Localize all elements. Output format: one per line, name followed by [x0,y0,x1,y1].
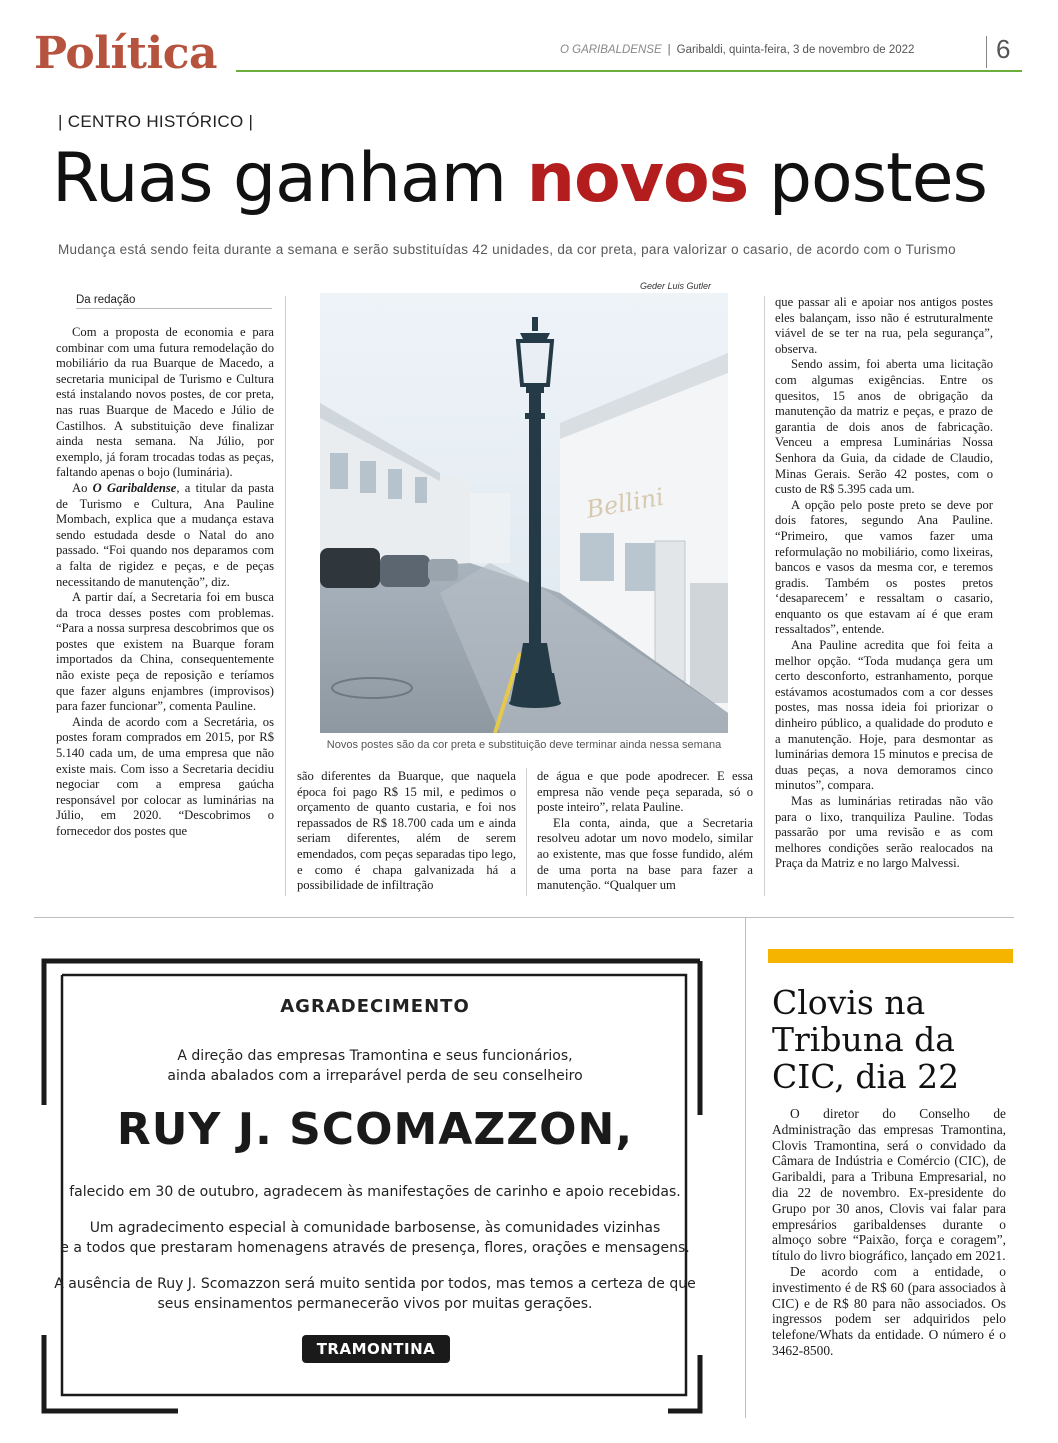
article-column-3 [537,769,753,894]
column-rule [526,768,527,896]
sidebar-accent-bar [768,949,1013,963]
paper-mention: O Garibaldense [92,480,177,495]
column-rule [764,296,765,896]
column-rule [285,296,286,896]
page-number-divider [986,36,987,68]
paragraph: De acordo com a entidade, o investimento é de R$ 60 (para associados à CIC) e de R$ 80 para não associados. Os ingressos podem ser adquiridos pelo telefone/Whats da entidade. O número é o 3462-8500. [772,1263,1006,1358]
tramontina-logo: TRAMONTINA [302,1335,450,1363]
ad-text-line: seus ensinamentos permanecerão vivos por muitas gerações. [157,1296,593,1312]
paragraph [56,481,274,590]
headline-highlight: novos [526,139,749,218]
photo-caption: Novos postes são da cor preta e substituição deve terminar ainda nessa semana [326,739,722,751]
ad-title: AGRADECIMENTO [280,996,470,1017]
byline: Da redação [76,294,272,309]
ad-name: RUY J. SCOMAZZON, [116,1104,634,1155]
paragraph: O diretor do Conselho de Administração das empresas Tramontina, Clovis Tramontina, será o convidado da Câmara de Indústria e Comércio (CIC), de Garibaldi, para a Tribuna Empresarial, no dia 22 de novembro. Ex-presidente do Grupo por 30 anos, Clovis vai falar para empresários garibaldenses durante o almoço sobre “Paixão, força e coragem”, título do livro biográfico, lançado em 2021. [772,1106,1006,1264]
paragraph: A partir daí, a Secretaria foi em busca da troca desses postes com problemas. “Para a nossa surpresa descobrimos que os postes que existem na Buarque foram importados da China, consequentemente não existe peça de reposição e teríamos que fazer alguns enjambres (improvisos) para fazer funcionar”, comenta Pauline. [56,590,274,714]
paragraph: Ana Pauline acredita que foi feita a melhor opção. “Toda mudança gera um certo desconforto, estranhamento, porque estávamos acostumados com a cor desses postes, mas nossa ideia foi priorizar o dinheiro público, a qualidade do produto e a manutenção. Hoje, para desmontar as luminárias demora 15 minutos e precisa de duas peças, a nova demoramos cinco minutos”, compara. [775,638,993,793]
paragraph-text: , a titular da pasta de Turismo e Cultura, Ana Pauline Mombach, explica que a mudança estava sendo estudada desde o Natal do ano passado. “Foi quando nos deparamos com a falta de rigidez e peças, e de peças necessitando de manutenção”, diz. [56,480,274,589]
article-headline [52,138,987,220]
paragraph: Mas as luminárias retiradas não vão para o lixo, tranquiliza Pauline. Todas passarão por uma revisão e as com melhores condições serão realocados na Praça da Matriz e no largo Malvessi. [775,794,993,871]
section-divider [34,917,1014,918]
ad-text-line: A ausência de Ruy J. Scomazzon será muito sentida por todos, mas temos a certeza de que [54,1276,696,1292]
street-lamp-photo [320,293,728,733]
paragraph: que passar ali e apoiar nos antigos postes eles balançam, isso não é estruturalmente viável de se ter na rua, pela segurança”, observa. [775,295,993,356]
article-subhead: Mudança está sendo feita durante a semana e serão substituídas 42 unidades, da cor preta, para valorizar o casario, de acordo com o Turismo [58,242,956,257]
headline-part-2: postes [748,139,987,218]
ad-text-line: falecido em 30 de outubro, agradecem às manifestações de carinho e apoio recebidas. [69,1184,681,1200]
header-info [560,44,914,56]
sidebar-divider [745,918,746,1418]
article-column-4 [775,295,993,872]
photo-credit: Geder Luis Gutler [640,281,712,291]
ad-text-line: ainda abalados com a irreparável perda de seu conselheiro [167,1068,583,1084]
section-title: Política [34,28,218,79]
article-column-1 [56,325,274,840]
page-number: 6 [996,34,1011,64]
paragraph: Ela conta, ainda, que a Secretaria resolveu adotar um novo modelo, similar ao existente, mas que fosse fundido, além de uma porta na base para fazer a manutenção. “Qualquer um [537,815,753,893]
sidebar-headline: Clovis na Tribuna da CIC, dia 22 [772,983,960,1096]
paragraph-lead: Ao [72,480,93,495]
paragraph: Ainda de acordo com a Secretária, os postes foram comprados em 2015, por R$ 5.140 cada um, de uma empresa que não existe mais. Com isso a Secretaria decidiu negociar com a empresa gaúcha responsável por colocar as luminárias na Júlio, em 2020. “Descobrimos o fornecedor dos postes que [56,714,274,838]
sidebar-body [772,1106,1006,1359]
article-column-2 [297,769,516,894]
photo-sign-text: Bellini [584,482,666,524]
article-kicker: | CENTRO HISTÓRICO | [58,112,254,131]
paragraph: Com a proposta de economia e para combinar com uma futura remodelação do mobiliário da rua Buarque de Macedo, a secretaria municipal de Turismo e Cultura está instalando novos postes, de cor preta, nas ruas Buarque de Macedo e Júlio de Castilhos. A substituição deve finalizar ainda nesta semana. Na Júlio, por exemplo, já foram trocadas todas as peças, faltando apenas o bojo (luminária). [56,325,274,480]
headline-part-1: Ruas ganham [52,139,527,218]
paper-name: O GARIBALDENSE [560,44,662,56]
paragraph: A opção pelo poste preto se deve por dois fatores, segundo Ana Pauline. “Primeiro, que vamos fazer uma reformulação no mobiliário, como lixeiras, bancos e vasos da mesma cor, e teremos gradis. Também os postes pretos ‘desaparecem’ e ressaltam o casario, enquanto os que estavam aí é que eram ressaltados”, entende. [775,497,993,637]
paragraph: de água e que pode apodrecer. E essa empresa não vende peça separada, só o poste inteiro”, relata Pauline. [537,769,753,815]
ad-text-line: Um agradecimento especial à comunidade barbosense, às comunidades vizinhas [89,1220,661,1236]
header-separator: | [667,44,671,56]
ad-text-line: A direção das empresas Tramontina e seus funcionários, [177,1048,573,1064]
header-rule [236,70,1022,72]
paragraph: são diferentes da Buarque, que naquela época foi pago R$ 15 mil, e pedimos o orçamento de quanto custaria, e foi nos repassados de R$ 18.700 cada um e ainda seriam diferentes, além de serem emendados, com peças separadas tipo lego, e como é chapa galvanizada há a possibilidade de infiltração [297,769,516,893]
paragraph: Sendo assim, foi aberta uma licitação com algumas exigências. Entre os quesitos, 15 anos de obrigação da manutenção da matriz e peças, e prazo de garantia de dois anos de fabricação. Venceu a empresa Luminárias Nossa Senhora da Guia, da cidade de Claudio, Minas Gerais. Serão 42 postes, com o custo de R$ 5.395 cada um. [775,357,993,497]
dateline: Garibaldi, quinta-feira, 3 de novembro de 2022 [676,44,915,56]
ad-text-line: e a todos que prestaram homenagens através de presença, flores, orações e mensagens. [60,1240,690,1256]
photo-illustration [320,293,728,733]
